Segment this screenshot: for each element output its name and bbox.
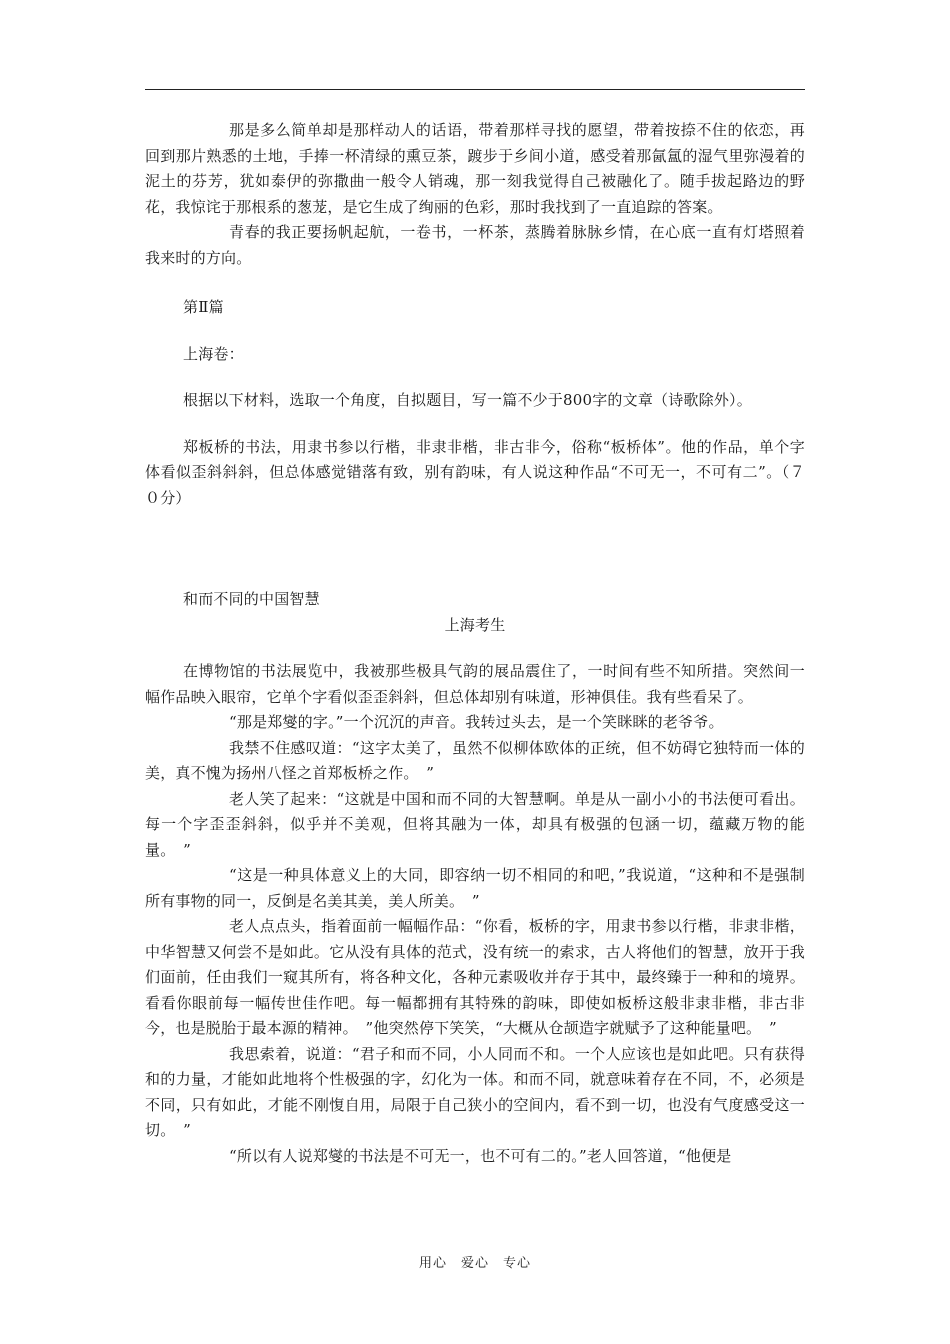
paragraph-2: 青春的我正要扬帆起航，一卷书，一杯茶，蒸腾着脉脉乡情，在心底一直有灯塔照着我来时的方向。: [145, 223, 805, 267]
paragraph-1: 那是多么简单却是那样动人的话语，带着那样寻找的愿望，带着按捺不住的依恋，再回到那片熟悉的土地，手捧一杯清绿的熏豆茶，踱步于乡间小道，感受着那氤氲的湿气里弥漫着的泥土的芬芳，犹如泰伊的弥撒曲一般令人销魂，那一刻我觉得自己被融化了。随手拔起路边的野花，我惊诧于那根系的葱茏，是它生成了绚丽的色彩，那时我找到了一直追踪的答案。: [145, 121, 805, 216]
essay-prompt: 根据以下材料，选取一个角度，自拟题目，写一篇不少于800字的文章（诗歌除外）。: [183, 391, 752, 409]
essay-paragraph-8: “所以有人说郑燮的书法是不可无一，也不可有二的。”老人回答道，“他便是: [229, 1146, 732, 1165]
essay-paragraph-2: “那是郑燮的字。”一个沉沉的声音。我转过头去，是一个笑眯眯的老爷爷。: [229, 713, 724, 731]
essay-paragraph-3: 我禁不住感叹道：“这字太美了，虽然不似柳体欧体的正统，但不妨碍它独特而一体的美，真不愧为扬州八怪之首郑板桥之作。 ”: [145, 738, 805, 782]
exam-label: 上海卷：: [183, 344, 244, 363]
essay-title: 和而不同的中国智慧: [183, 590, 320, 608]
essay-paragraph-6: 老人点点头，指着面前一幅幅作品：“你看，板桥的字，用隶书参以行楷，非隶非楷，中华智慧又何尝不是如此。它从没有具体的范式，没有统一的索求，古人将他们的智慧，放开于我们面前，任由我们一窥其所有，将各种文化，各种元素吸收并存于其中，最终臻于一种和的境界。看看你眼前每一幅传世佳作吧。每一幅都拥有其特殊的韵味，即使如板桥这般非隶非楷，非古非今，也是脱胎于最本源的精神。 ”他突然停下笑笑，“大概从仓颉造字就赋予了这种能量吧。 ”: [145, 917, 805, 1037]
header-rule: [145, 89, 805, 90]
page-footer: 用心 爱心 专心: [418, 1256, 531, 1271]
essay-paragraph-5: “这是一种具体意义上的大同，即容纳一切不相同的和吧，”我说道，“这种和不是强制所有事物的同一，反倒是名美其美，美人所美。 ”: [145, 866, 805, 910]
document-body: [145, 118, 805, 1169]
essay-paragraph-7: 我思索着，说道：“君子和而不同，小人同而不和。一个人应该也是如此吧。只有获得和的力量，才能如此地将个性极强的字，幻化为一体。和而不同，就意味着存在不同，不，必须是不同，只有如此，才能不刚愎自用，局限于自己狭小的空间内，看不到一切，也没有气度感受这一切。 ”: [145, 1044, 805, 1139]
essay-paragraph-1: 在博物馆的书法展览中，我被那些极具气韵的展品震住了，一时间有些不知所措。突然间一幅作品映入眼帘，它单个字看似歪歪斜斜，但总体却别有味道，形神俱佳。我有些看呆了。: [145, 662, 805, 706]
section-heading: 第Ⅱ篇: [183, 298, 224, 316]
essay-author: 上海考生: [444, 615, 506, 634]
essay-material: 郑板桥的书法，用隶书参以行楷，非隶非楷，非古非今，俗称“板桥体”。他的作品，单个字体看似歪斜斜斜，但总体感觉错落有致，别有韵味，有人说这种作品“不可无一，不可有二”。（７０分）: [145, 437, 805, 507]
essay-paragraph-4: 老人笑了起来：“这就是中国和而不同的大智慧啊。单是从一副小小的书法便可看出。每一个字歪歪斜斜，似乎并不美观，但将其融为一体，却具有极强的包涵一切，蕴藏万物的能量。 ”: [145, 789, 805, 859]
